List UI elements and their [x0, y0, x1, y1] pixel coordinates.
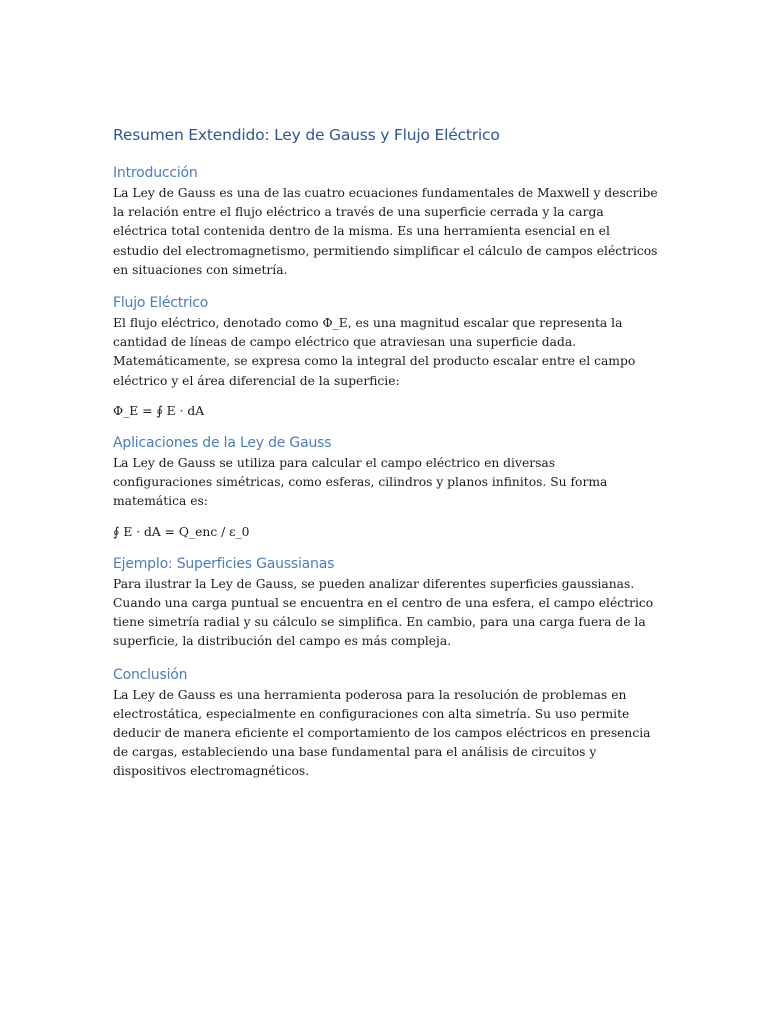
section-paragraph: La Ley de Gauss es una de las cuatro ecuaciones fundamentales de Maxwell y describe la relación entre el flujo eléctrico a través de una superficie cerrada y la carga eléctrica total contenida dentro de la misma. Es una herramienta esencial en el estudio del electromagnetismo, permitiendo simplificar el cálculo de campos eléctricos en situaciones con simetría.	[113, 186, 658, 277]
section-paragraph: El flujo eléctrico, denotado como Φ_E, es una magnitud escalar que representa la cantidad de líneas de campo eléctrico que atraviesan una superficie dada. Matemáticamente, se expresa como la integral del producto escalar entre el campo eléctrico y el área diferencial de la superficie:	[113, 316, 636, 388]
section-paragraph: La Ley de Gauss es una herramienta poderosa para la resolución de problemas en electrostática, especialmente en configuraciones con alta simetría. Su uso permite deducir de manera eficiente el comportamiento de los campos eléctricos en presencia de cargas, estableciendo una base fundamental para el análisis de circuitos y dispositivos electromagnéticos.	[113, 687, 651, 779]
section-heading: Conclusión	[113, 666, 188, 683]
section-heading: Flujo Eléctrico	[113, 295, 209, 312]
section-conclusion	[113, 664, 658, 782]
section-heading: Ejemplo: Superficies Gaussianas	[113, 555, 335, 572]
section-flujo-electrico	[113, 292, 658, 421]
formula-flux: Φ_E = ∮ E · dA	[113, 403, 205, 418]
section-aplicaciones	[113, 432, 658, 542]
document-title: Resumen Extendido: Ley de Gauss y Flujo Eléctrico	[113, 126, 500, 144]
section-heading: Introducción	[113, 165, 198, 181]
section-paragraph: Para ilustrar la Ley de Gauss, se pueden analizar diferentes superficies gaussianas. Cuando una carga puntual se encuentra en el centro de una esfera, el campo eléctrico tiene simetría radial y su cálculo se simplifica. En cambio, para una carga fuera de la superficie, la distribución del campo es más compleja.	[113, 576, 654, 649]
document-page	[113, 122, 658, 794]
section-paragraph: La Ley de Gauss se utiliza para calcular el campo eléctrico en diversas configuraciones simétricas, como esferas, cilindros y planos infinitos. Su forma matemática es:	[113, 456, 608, 509]
section-introduccion	[113, 162, 658, 280]
section-heading: Aplicaciones de la Ley de Gauss	[113, 435, 332, 452]
section-ejemplo	[113, 553, 658, 652]
formula-gauss-law: ∮ E · dA = Q_enc / ε_0	[113, 524, 250, 539]
